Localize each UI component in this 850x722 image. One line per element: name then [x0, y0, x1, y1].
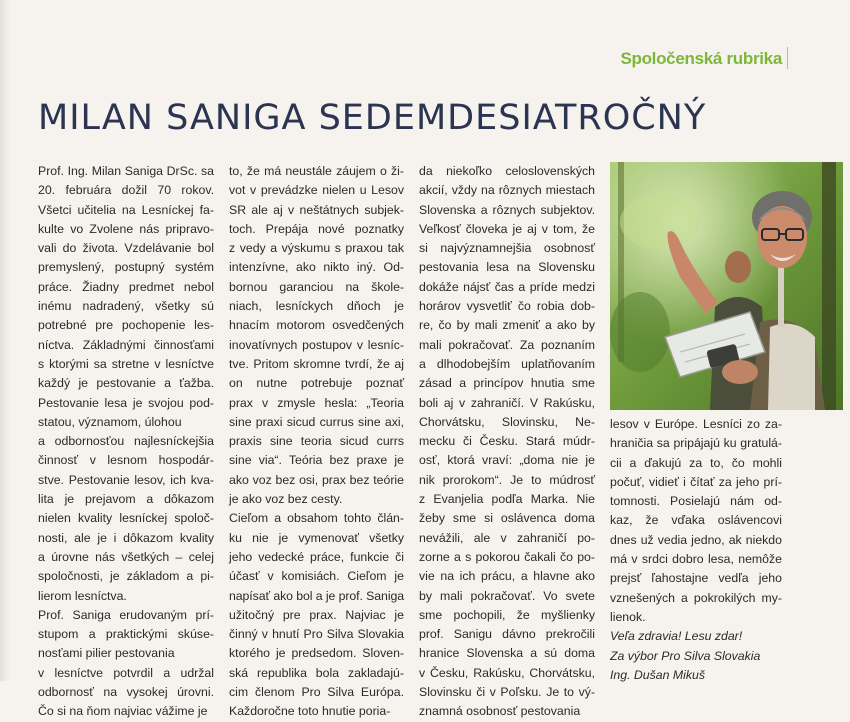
article-text-line: činný v hnutí Pro Silva Slovakia — [229, 627, 404, 642]
article-text-line: re, čo by mali zmeniť a ako by — [419, 318, 595, 333]
article-text-line: má v srdci dobro lesa, nemôže — [610, 552, 782, 567]
article-text-line: nosti, ale je i dôkazom kvality — [38, 530, 214, 545]
article-text-line: ská republika bola zakladajú- — [229, 665, 404, 680]
article-text-line: premyslený, postupný systém — [38, 260, 214, 275]
article-text-line: ktorého je predsedom. Sloven- — [229, 646, 404, 661]
article-column-1 — [38, 162, 214, 722]
article-text-line: lierom lesníctva. — [38, 588, 127, 603]
article-text-line: a odbornosťou najlesníckejšia — [38, 434, 214, 449]
article-text-line: kaz, že vďaka oslávencovi — [610, 513, 782, 528]
article-text-line: sine via“. Teória bez praxe je — [229, 453, 404, 468]
article-text-line: niach, lesníckych dňoch je — [229, 299, 404, 314]
article-text-line: vznešených a pokrokilých my- — [610, 590, 782, 605]
article-text-line: potrebné pre pochopenie les- — [38, 318, 214, 333]
article-text-line: spoločnosti, je základom a pi- — [38, 569, 214, 584]
article-text-line: 20. februára dožil 70 rokov. — [38, 183, 214, 198]
article-text-line: s ktorými sa stretne v lesníctve — [38, 356, 214, 371]
article-text-line: Každoročne toto hnutie poria- — [229, 704, 391, 719]
article-text-line: horárov vysvetliť čo robia dob- — [419, 299, 595, 314]
article-text-line: je ako voz bez cesty. — [229, 492, 343, 507]
article-text-line: hnacím motorom osvedčených — [229, 318, 404, 333]
article-column-3 — [419, 162, 595, 722]
article-text-line: praxis sine teoria sicud currs — [229, 434, 404, 449]
article-text-line: on nutne potrebuje poznať — [229, 376, 404, 391]
article-text-line: da niekoľko celoslovenských — [419, 164, 595, 178]
article-text-line: v lesníctve potvrdil a udržal — [38, 665, 214, 680]
article-text-line: a úrovne nás všetkých – celej — [38, 549, 214, 564]
article-text-line: sme pochopili, že myšlienky — [419, 607, 595, 622]
article-text-line: účasť v komisiách. Cieľom je — [229, 569, 404, 584]
article-text-line: by mali pokračovať. Vo svete — [419, 588, 595, 603]
article-text-line: dokáže nájsť čas a príde medzi — [419, 279, 595, 294]
article-text-line: Prof. Ing. Milan Saniga DrSc. sa — [38, 164, 214, 178]
article-text-line: hraničia sa pripájajú ku gratulá- — [610, 436, 782, 451]
article-text-line: mali pokračovať. Za poznaním — [419, 337, 595, 352]
article-text-line: dnes už vedia jedno, ak niekdo — [610, 532, 782, 547]
article-text-line: Chorvátsku, Slovinsku, Ne- — [419, 414, 595, 429]
article-text-line: stupom a praktickými skúse- — [38, 627, 214, 642]
article-text-line: osť, ktorá vraví: „doma nie je — [419, 453, 595, 468]
article-text-line: ku nie je vymenovať všetky — [229, 530, 404, 545]
portrait-photo — [610, 162, 843, 410]
article-text-line: každý je pestovanie a ťažba. — [38, 376, 214, 391]
column-4-text — [610, 415, 782, 627]
article-text-line: Všetci učitelia na Lesníckej fa- — [38, 202, 214, 217]
article-text-line: stve. Pestovanie lesov, ich kva- — [38, 472, 214, 487]
article-text-line: boli aj v zahraničí. V Rakúsku, — [419, 395, 595, 410]
article-text-line: tve. Pritom skromne tvrdí, že aj — [229, 356, 404, 371]
article-text-line: znamná osobnosť pestovania — [419, 704, 581, 719]
article-title: MILAN SANIGA SEDEMDESIATROČNÝ — [38, 98, 707, 138]
article-text-line: ako voz bez osi, prax bez teórie — [229, 472, 404, 487]
article-text-line: zorne a s pokorou čakali čo po- — [419, 549, 595, 564]
article-text-line: mecku či Česku. Stará múdr- — [419, 434, 595, 449]
article-text-line: hranice Slovenska a sú doma — [419, 646, 595, 661]
article-text-line: odbornosť na vysokej úrovni. — [38, 685, 214, 700]
article-text-line: žeby sme si oslávenca doma — [419, 511, 595, 526]
article-text-line: si najvýznamnejšia osobnosť — [419, 241, 595, 256]
article-column-2 — [229, 162, 404, 722]
article-text-line: vot v prevádzke nielen u Lesov — [229, 183, 404, 198]
article-column-4 — [610, 415, 782, 685]
article-text-line: a dlhodobejším uplatňovaním — [419, 356, 595, 371]
article-text-line: tomnosti. Posielajú nám od- — [610, 494, 782, 509]
article-text-line: lita je prejavom a dôkazom — [38, 492, 214, 507]
rubric-divider — [787, 47, 788, 69]
article-text-line: Veľkosť človeka je aj v tom, že — [419, 221, 595, 236]
article-text-line: v Česku, Rakúsku, Chorvátsku, — [419, 665, 595, 680]
article-text-line: užitočný pre prax. Najviac je — [229, 607, 404, 622]
article-text-line: cii a ďakujú za to, čo mohli — [610, 455, 782, 470]
article-text-line: práce. Žiadny predmet nebol — [38, 279, 214, 294]
article-text-line: z Evanjelia podľa Marka. Nie — [419, 492, 595, 507]
article-text-line: nik prorokom“. Je to múdrosť — [419, 472, 595, 487]
article-text-line: inovatívnych postupov v lesníc- — [229, 337, 404, 352]
signature-line-1: Za výbor Pro Silva Slovakia — [610, 648, 761, 663]
section-rubric: Spoločenská rubrika — [620, 49, 782, 68]
article-text-line: sine praxi sicud currus sine axi, — [229, 414, 404, 429]
article-text-line: vali do života. Vzdelávanie bol — [38, 241, 214, 256]
article-text-line: nielen kvality lesníckej spoloč- — [38, 511, 214, 526]
article-text-line: činnosť v lesnom hospodár- — [38, 453, 214, 468]
article-text-line: nevážili, ale v zahraničí po- — [419, 530, 595, 545]
article-text-line: toch. Prepája nové poznatky — [229, 221, 404, 236]
article-text-line: jeho vedecké práce, funkcie či — [229, 549, 404, 564]
page-spine-shadow — [0, 0, 10, 681]
article-text-line: lienok. — [610, 609, 646, 624]
article-text-line: bornou garanciou na škole- — [229, 279, 404, 294]
article-text-line: z vedy a výskumu s praxou tak — [229, 241, 404, 256]
article-text-line: prejsť ľahostajne vedľa jeho — [610, 571, 782, 586]
article-text-line: lesov v Európe. Lesníci zo za- — [610, 417, 782, 431]
article-text-line: Čo si na ňom najviac vážime je — [38, 704, 208, 719]
article-text-line: to, že má neustále záujem o ži- — [229, 164, 404, 178]
article-text-line: vie na ich prácu, a hlavne ako — [419, 569, 595, 584]
article-text-line: cim členom Pro Silva Európa. — [229, 685, 404, 700]
article-text-line: prax v zmysle hesla: „Teoria — [229, 395, 404, 410]
article-text-line: počuť, vidieť i čítať za jeho prí- — [610, 474, 782, 489]
article-text-line: Pestovanie lesa je svojou pod- — [38, 395, 214, 410]
article-text-line: intenzívne, ako nikto iný. Od- — [229, 260, 404, 275]
article-text-line: napísať ako bol a je prof. Saniga — [229, 588, 404, 603]
article-text-line: Slovenska a rôznych subjektov. — [419, 202, 595, 217]
article-text-line: níctva. Základnými činnosťami — [38, 337, 214, 352]
signature-line-2: Ing. Dušan Mikuš — [610, 667, 706, 682]
article-text-line: SR ale aj v neštátnych subjek- — [229, 202, 404, 217]
article-text-line: nosťami pilier pestovania — [38, 646, 175, 661]
article-text-line: Prof. Saniga erudovaným prí- — [38, 607, 214, 622]
article-text-line: kulte vo Zvolene nás pripravo- — [38, 221, 214, 236]
closing-greeting: Veľa zdravia! Lesu zdar! — [610, 629, 743, 644]
article-text-line: akcií, vždy na rôznych miestach — [419, 183, 595, 198]
article-text-line: Cieľom a obsahom tohto člán- — [229, 511, 404, 526]
article-text-line: pestovania lesa na Slovensku — [419, 260, 595, 275]
article-text-line: Slovinsku či v Poľsku. Je to vý- — [419, 685, 595, 700]
article-text-line: inému nadradený, všetky sú — [38, 299, 214, 314]
article-text-line: statou, významom, úlohou — [38, 414, 182, 429]
article-text-line: zásad a princípov hnutia sme — [419, 376, 595, 391]
article-text-line: prof. Sanigu dávno prekročili — [419, 627, 595, 642]
